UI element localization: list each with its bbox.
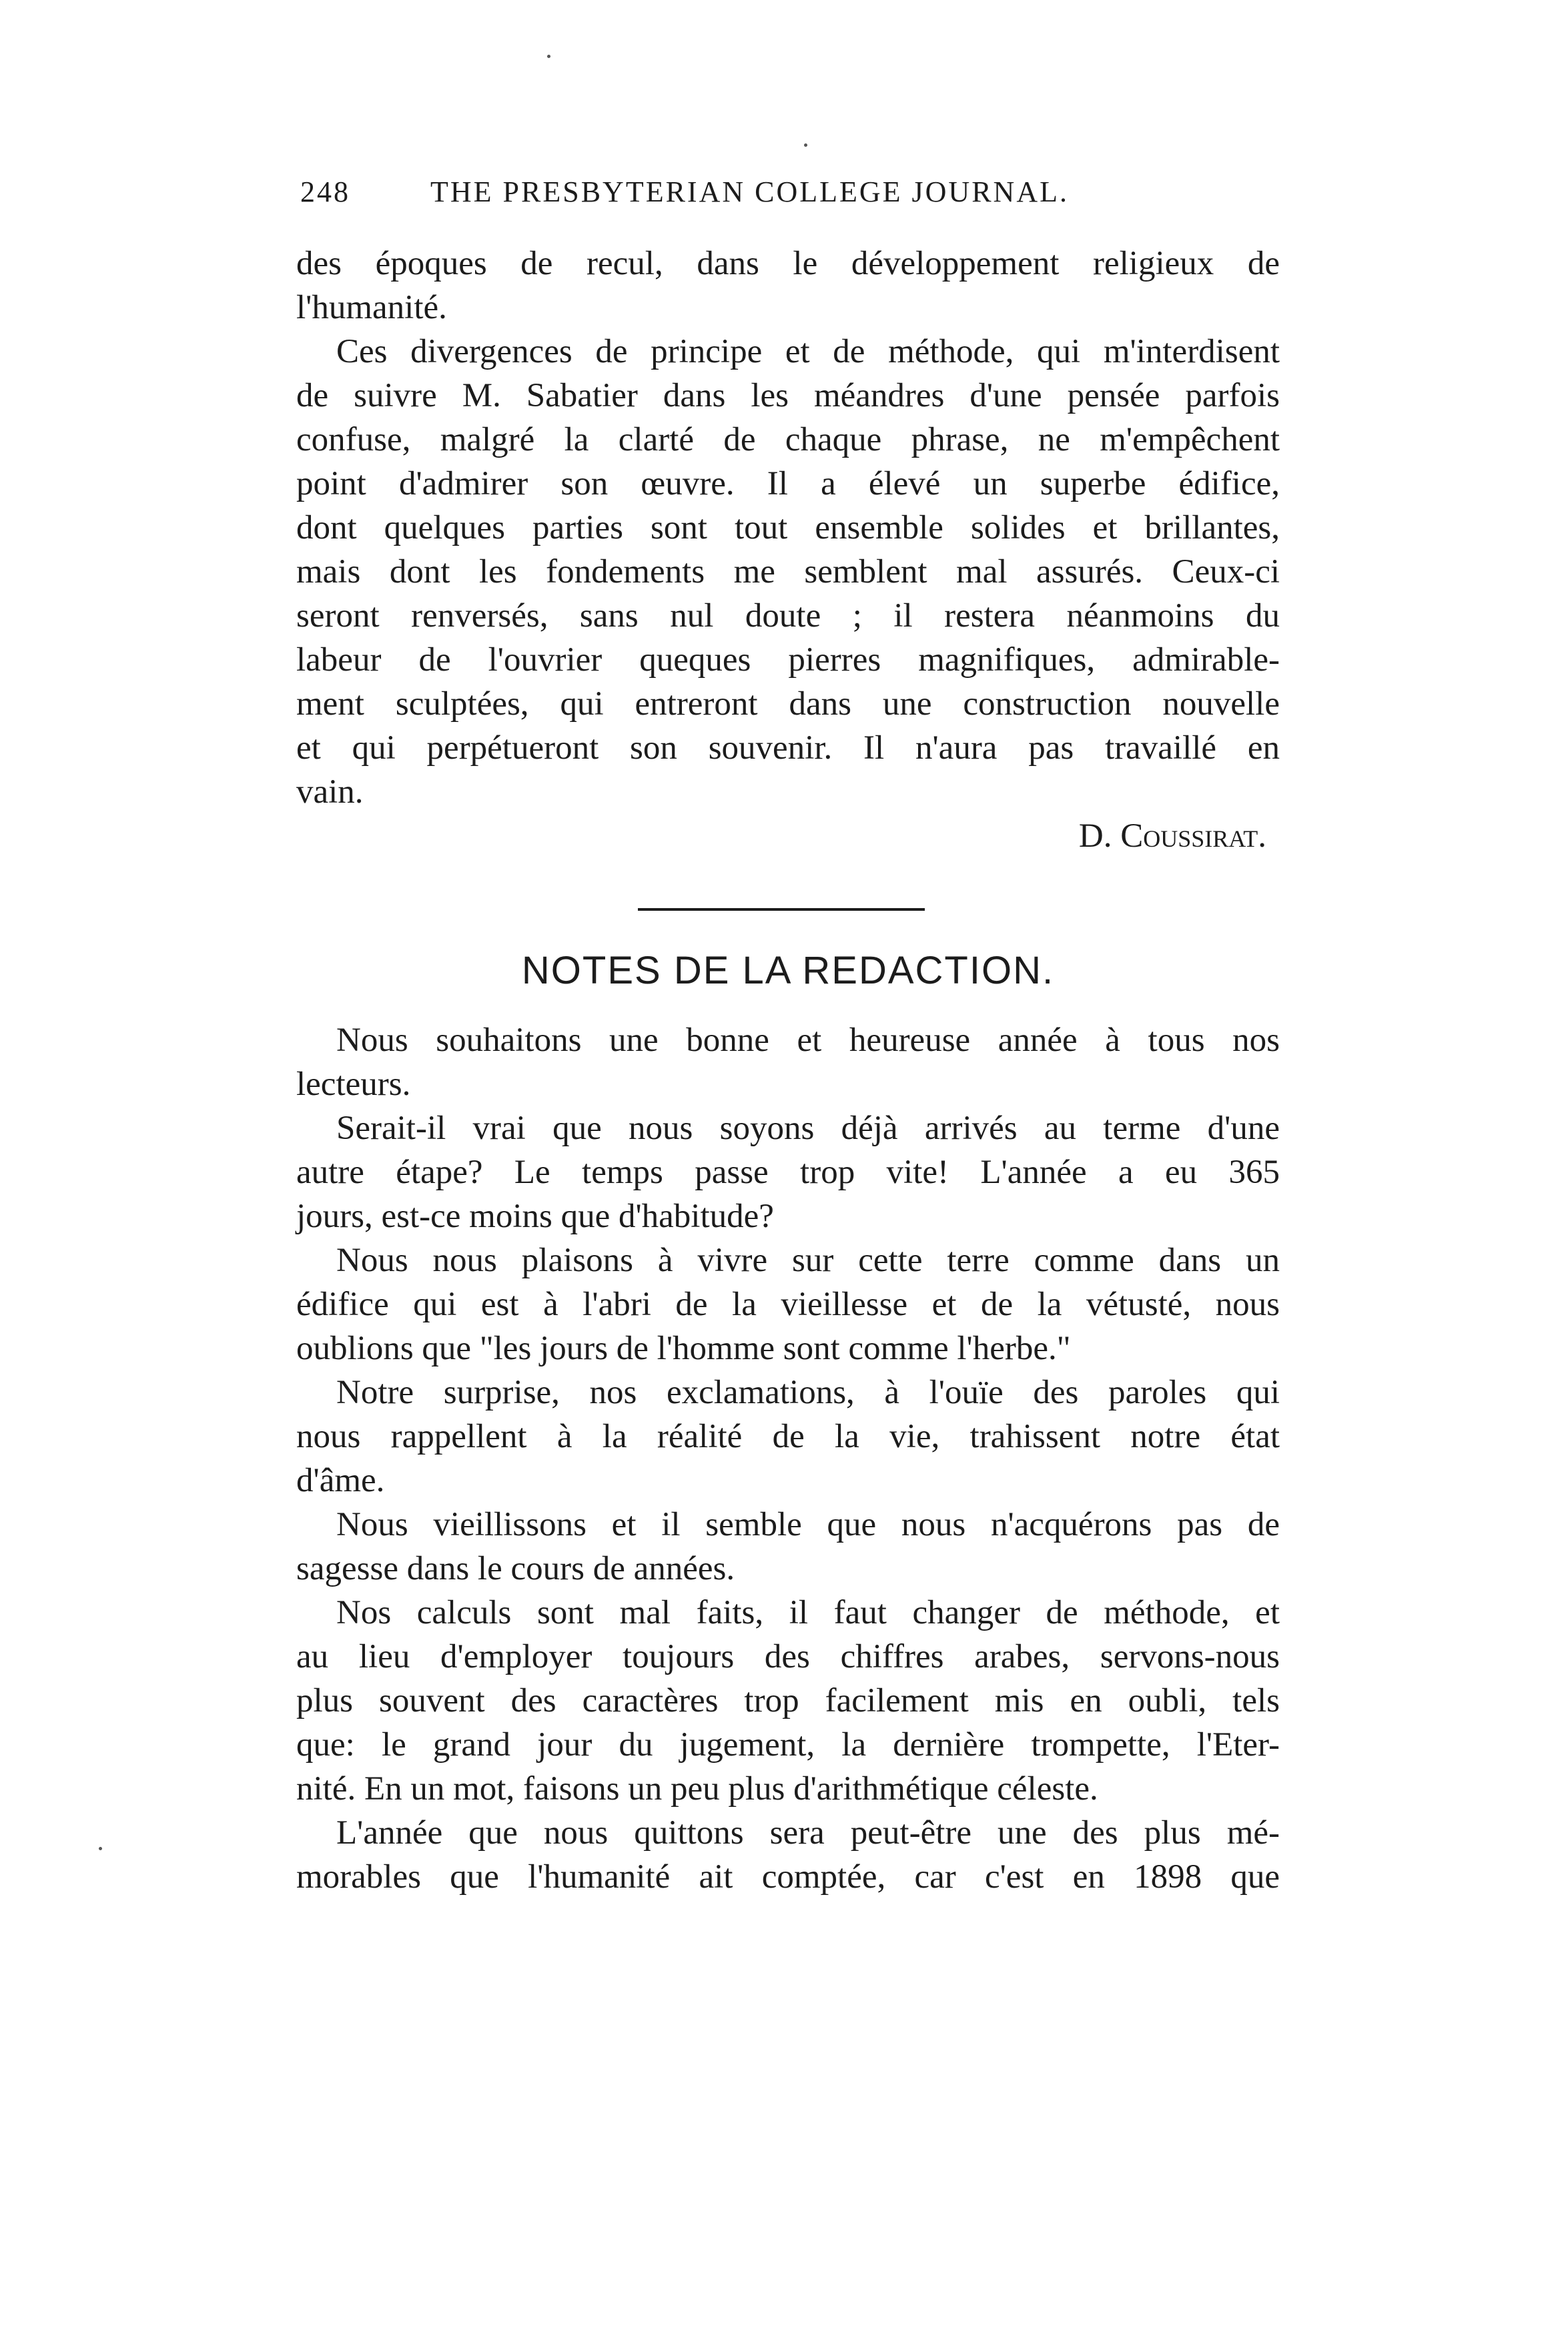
text-line: des époques de recul, dans le développement religieux de [296, 245, 1280, 282]
text-line: Nos calculs sont mal faits, il faut changer de méthode, et [336, 1594, 1280, 1631]
text-line: au lieu d'employer toujours des chiffres arabes, servons-nous [296, 1638, 1280, 1675]
text-line: et qui perpétueront son souvenir. Il n'aura pas travaillé en [296, 729, 1280, 767]
text-line: d'âme. [296, 1462, 385, 1499]
paragraph [296, 1591, 1280, 1811]
text-line: l'humanité. [296, 289, 447, 326]
text-line: dont quelques parties sont tout ensemble solides et brillantes, [296, 509, 1280, 546]
text-line: vain. [296, 773, 364, 811]
article-text [296, 242, 1280, 858]
paragraph [296, 1370, 1280, 1503]
text-line: Nous souhaitons une bonne et heureuse année à tous nos [336, 1022, 1280, 1059]
author-signature: D. Coussirat. [1078, 817, 1266, 855]
running-head [300, 175, 1274, 222]
text-line: jours, est-ce moins que d'habitude? [296, 1198, 774, 1235]
page-number: 248 [300, 175, 350, 208]
paragraph [296, 330, 1280, 814]
paragraph [296, 1811, 1280, 1899]
text-line: morables que l'humanité ait comptée, car c'est en 1898 que [296, 1858, 1280, 1896]
text-line: labeur de l'ouvrier queques pierres magnifiques, admirable- [296, 641, 1280, 679]
paragraph [296, 1106, 1280, 1238]
text-line: que: le grand jour du jugement, la dernière trompette, l'Eter- [296, 1726, 1280, 1764]
journal-title: THE PRESBYTERIAN COLLEGE JOURNAL. [430, 175, 1069, 208]
section-divider [638, 908, 925, 911]
text-line: plus souvent des caractères trop facilement mis en oubli, tels [296, 1682, 1280, 1719]
text-line: lecteurs. [296, 1066, 411, 1103]
paragraph [296, 1018, 1280, 1106]
text-line: de suivre M. Sabatier dans les méandres d'une pensée parfois [296, 377, 1280, 414]
text-line: nité. En un mot, faisons un peu plus d'arithmétique céleste. [296, 1770, 1098, 1808]
scan-speck [547, 55, 550, 58]
text-line: L'année que nous quittons sera peut-être une des plus mé- [336, 1814, 1280, 1852]
text-line: Notre surprise, nos exclamations, à l'ouïe des paroles qui [336, 1374, 1280, 1411]
text-line: point d'admirer son œuvre. Il a élevé un superbe édifice, [296, 465, 1280, 502]
notes-text [296, 1018, 1280, 1899]
paragraph [296, 1238, 1280, 1370]
scan-speck [804, 143, 807, 147]
text-line: confuse, malgré la clarté de chaque phrase, ne m'empêchent [296, 421, 1280, 458]
text-line: autre étape? Le temps passe trop vite! L'année a eu 365 [296, 1154, 1280, 1191]
section-heading: NOTES DE LA REDACTION. [521, 949, 1055, 992]
paragraph [296, 1503, 1280, 1591]
text-line: mais dont les fondements me semblent mal assurés. Ceux-ci [296, 553, 1280, 591]
text-line: Nous vieillissons et il semble que nous n'acquérons pas de [336, 1506, 1280, 1543]
text-line: ment sculptées, qui entreront dans une construction nouvelle [296, 685, 1280, 723]
text-line: Serait-il vrai que nous soyons déjà arrivés au terme d'une [336, 1110, 1280, 1147]
paragraph [296, 242, 1280, 330]
scan-speck [99, 1847, 102, 1850]
text-line: nous rappellent à la réalité de la vie, trahissent notre état [296, 1418, 1280, 1455]
text-line: Ces divergences de principe et de méthode, qui m'interdisent [336, 333, 1280, 370]
text-line: Nous nous plaisons à vivre sur cette terre comme dans un [336, 1242, 1280, 1279]
text-line: sagesse dans le cours de années. [296, 1550, 735, 1587]
text-line: seront renversés, sans nul doute ; il restera néanmoins du [296, 597, 1280, 635]
text-line: oublions que "les jours de l'homme sont comme l'herbe." [296, 1330, 1071, 1367]
text-line: édifice qui est à l'abri de la vieillesse et de la vétusté, nous [296, 1286, 1280, 1323]
